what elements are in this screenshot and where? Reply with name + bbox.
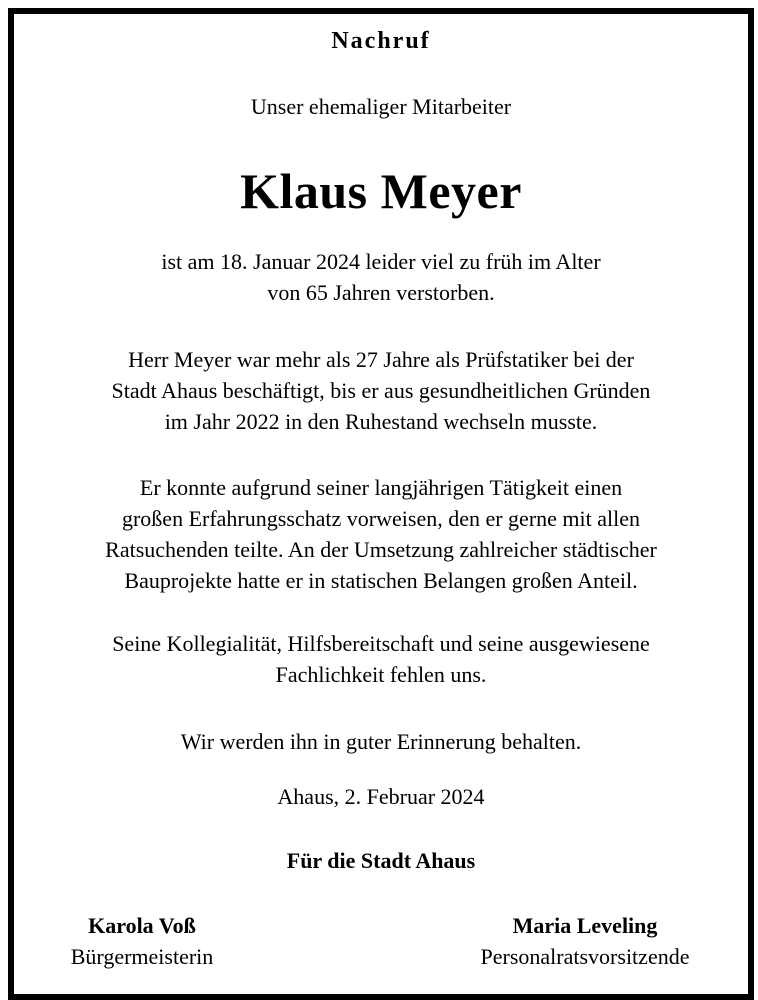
for-city-label: Für die Stadt Ahaus — [286, 848, 476, 873]
paragraph-line: Herr Meyer war mehr als 27 Jahre als Prüfstatiker bei der — [128, 347, 634, 372]
signer-right — [450, 910, 720, 972]
paragraph-line: großen Erfahrungsschatz vorweisen, den er gerne mit allen — [121, 506, 641, 531]
paragraph-line: von 65 Jahren verstorben. — [267, 280, 495, 305]
notice-heading: Nachruf — [331, 28, 431, 54]
deceased-name: Klaus Meyer — [240, 163, 522, 219]
signer-title: Bürgermeisterin — [70, 944, 214, 969]
signer-name: Maria Leveling — [512, 913, 658, 938]
signer-name: Karola Voß — [88, 913, 196, 938]
place-date: Ahaus, 2. Februar 2024 — [277, 784, 485, 809]
notice-frame — [8, 8, 754, 1000]
signer-title: Personalratsvorsitzende — [480, 944, 690, 969]
paragraph-line: ist am 18. Januar 2024 leider viel zu früh im Alter — [161, 249, 601, 274]
paragraph-career — [14, 344, 748, 437]
paragraph-line: Fachlichkeit fehlen uns. — [275, 662, 487, 687]
intro-text: Unser ehemaliger Mitarbeiter — [250, 94, 512, 119]
paragraph-line: Bauprojekte hatte er in statischen Belangen großen Anteil. — [124, 568, 638, 593]
paragraph-collegiality — [14, 628, 748, 690]
paragraph-remembrance — [14, 726, 748, 757]
paragraph-line: Stadt Ahaus beschäftigt, bis er aus gesundheitlichen Gründen — [111, 378, 651, 403]
paragraph-death-date — [14, 246, 748, 308]
paragraph-experience — [14, 472, 748, 596]
signer-left — [42, 910, 242, 972]
paragraph-line: im Jahr 2022 in den Ruhestand wechseln musste. — [164, 409, 598, 434]
notice-content — [14, 14, 748, 994]
paragraph-line: Seine Kollegialität, Hilfsbereitschaft und seine ausgewiesene — [112, 631, 650, 656]
paragraph-line: Er konnte aufgrund seiner langjährigen Tätigkeit einen — [139, 475, 623, 500]
paragraph-line: Ratsuchenden teilte. An der Umsetzung zahlreicher städtischer — [105, 537, 657, 562]
paragraph-line: Wir werden ihn in guter Erinnerung behalten. — [180, 729, 582, 754]
